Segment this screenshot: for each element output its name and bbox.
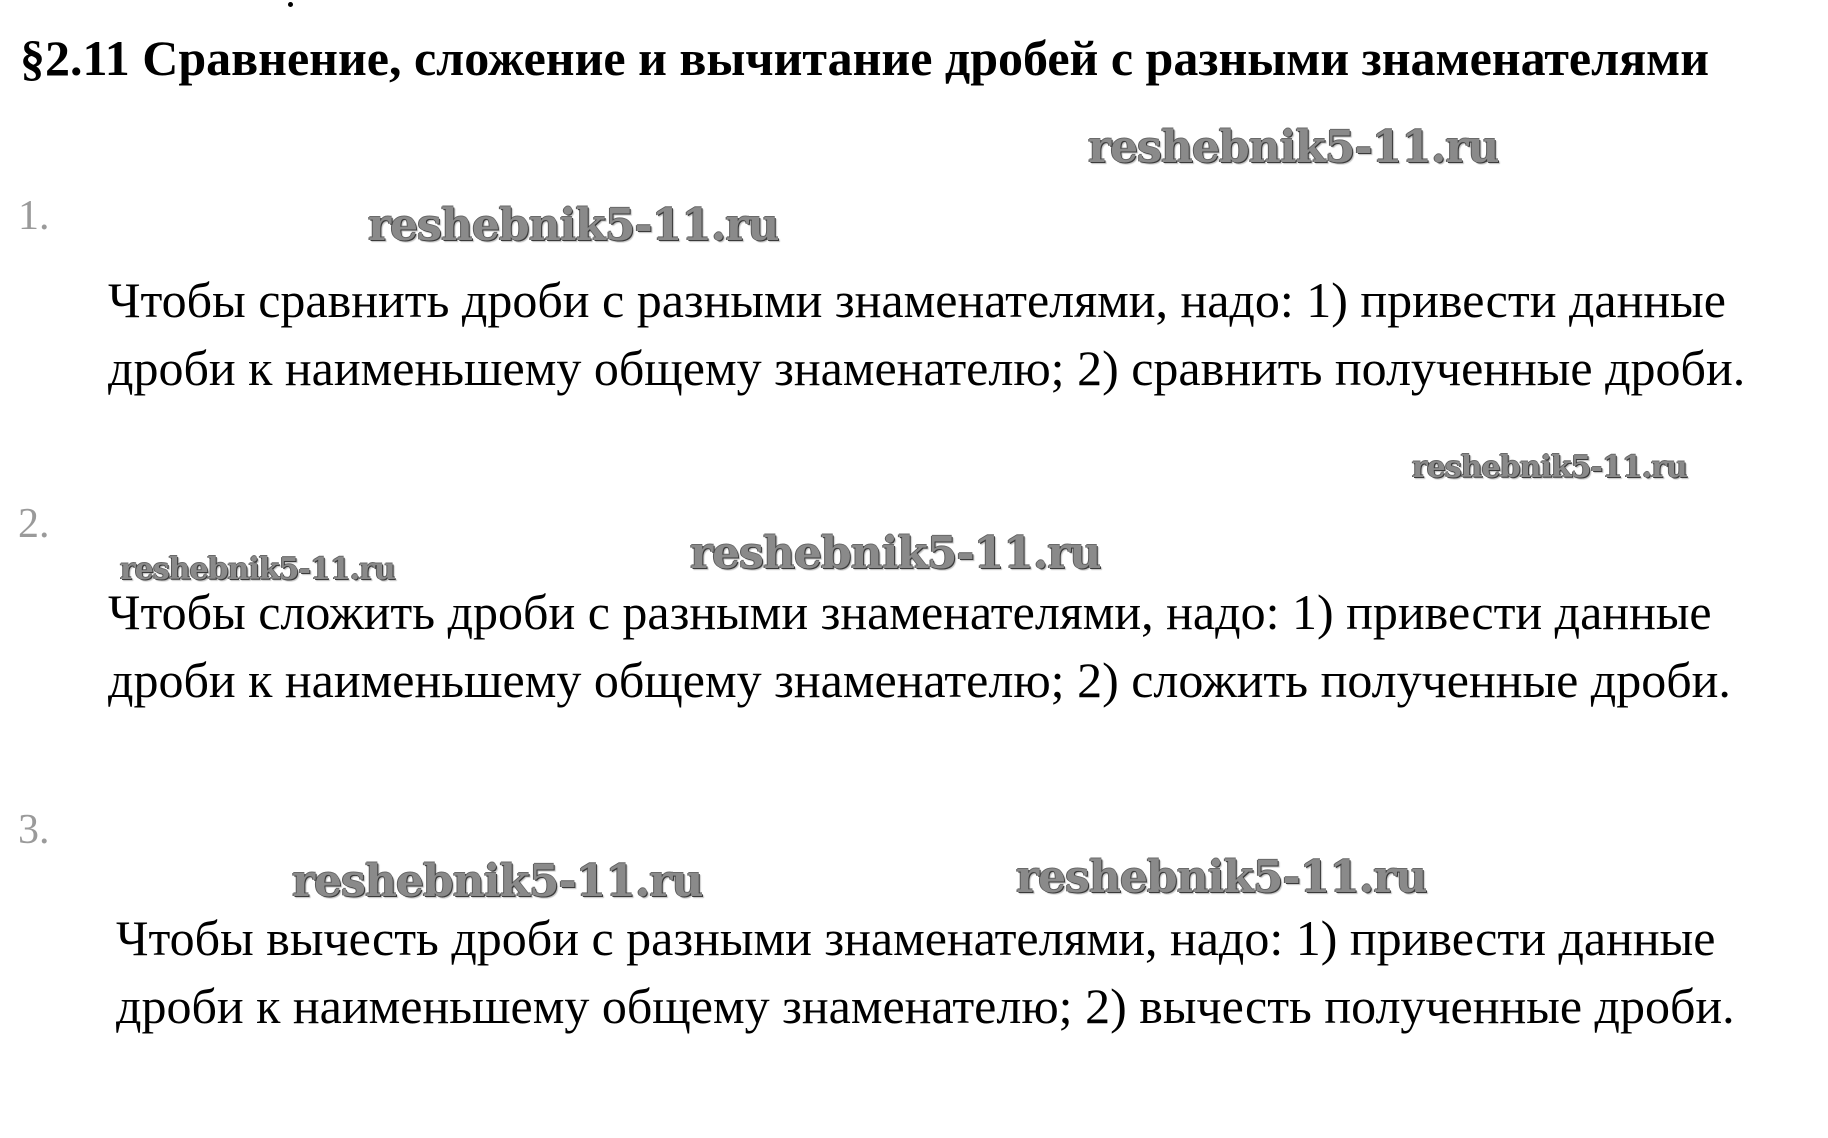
stray-dot bbox=[288, 2, 293, 7]
watermark: reshebnik5-11.ru bbox=[1016, 852, 1427, 903]
watermark: reshebnik5-11.ru bbox=[1412, 450, 1687, 485]
section-title: §2.11 Сравнение, сложение и вычитание дробей с разными знаменателями bbox=[20, 30, 1710, 86]
watermark: reshebnik5-11.ru bbox=[292, 856, 703, 907]
item-number: 3. bbox=[18, 807, 50, 853]
watermark: reshebnik5-11.ru bbox=[690, 528, 1101, 579]
watermark: reshebnik5-11.ru bbox=[368, 200, 779, 251]
item-text: Чтобы сравнить дроби с разными знаменателями, надо: 1) привести данные дроби к наименьшему общему знаменателю; 2) сравнить полученные дроби. bbox=[108, 272, 1746, 396]
watermark: reshebnik5-11.ru bbox=[1088, 122, 1499, 173]
item-number: 2. bbox=[18, 501, 50, 547]
watermark: reshebnik5-11.ru bbox=[120, 552, 395, 587]
item-text: Чтобы вычесть дроби с разными знаменателями, надо: 1) привести данные дроби к наименьшему общему знаменателю; 2) вычесть полученные дроби. bbox=[116, 910, 1735, 1034]
item-number: 1. bbox=[18, 193, 50, 239]
item-text: Чтобы сложить дроби с разными знаменателями, надо: 1) привести данные дроби к наименьшему общему знаменателю; 2) сложить полученные дроби. bbox=[108, 584, 1731, 708]
